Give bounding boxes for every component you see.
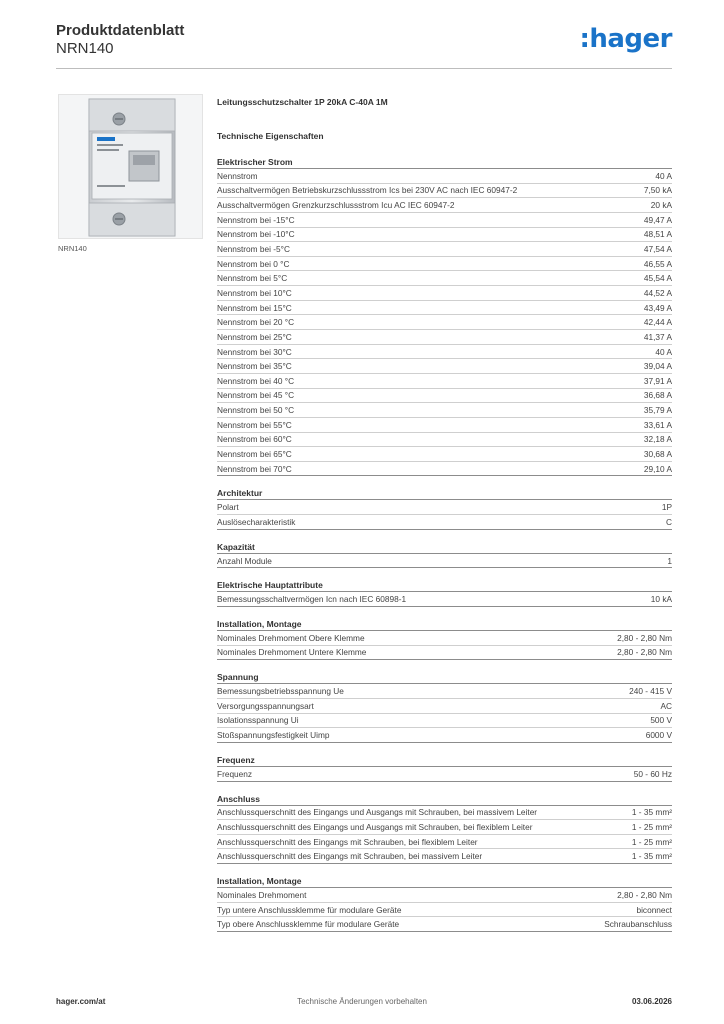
- spec-value: 6000 V: [645, 730, 672, 741]
- footer-disclaimer: Technische Änderungen vorbehalten: [297, 997, 427, 1006]
- spec-value: 45,54 A: [643, 273, 672, 284]
- spec-value: AC: [660, 700, 672, 711]
- spec-label: Bemessungsschaltvermögen Icn nach IEC 60898-1: [217, 594, 407, 605]
- section-title: Elektrische Hauptattribute: [217, 579, 672, 592]
- spec-row: [217, 433, 672, 448]
- spec-value: 46,55 A: [643, 258, 672, 269]
- spec-row: [217, 684, 672, 699]
- spec-label: Typ untere Anschlussklemme für modulare Geräte: [217, 904, 402, 915]
- spec-value: 49,47 A: [643, 214, 672, 225]
- product-description: Leitungsschutzschalter 1P 20kA C-40A 1M: [217, 97, 388, 107]
- footer-date: 03.06.2026: [631, 997, 672, 1006]
- product-image: [58, 94, 203, 239]
- spec-row: [217, 213, 672, 228]
- spec-label: Nennstrom bei 15°C: [217, 302, 292, 313]
- spec-label: Nominales Drehmoment: [217, 889, 307, 900]
- spec-value: 7,50 kA: [643, 185, 672, 196]
- spec-value: 2,80 - 2,80 Nm: [617, 632, 672, 643]
- image-caption: NRN140: [58, 244, 87, 253]
- spec-value: 35,79 A: [643, 405, 672, 416]
- spec-label: Frequenz: [217, 768, 253, 779]
- spec-row: [217, 903, 672, 918]
- spec-value: 1 - 35 mm²: [631, 851, 672, 862]
- spec-row: [217, 418, 672, 433]
- spec-row: [217, 447, 672, 462]
- spec-label: Anschlussquerschnitt des Eingangs mit Schrauben, bei flexiblem Leiter: [217, 836, 478, 847]
- spec-row: [217, 242, 672, 257]
- page-subtitle: NRN140: [56, 40, 114, 57]
- section-title: Frequenz: [217, 754, 672, 767]
- spec-row: [217, 462, 672, 477]
- spec-label: Nennstrom bei 55°C: [217, 419, 292, 430]
- spec-label: Typ obere Anschlussklemme für modulare Geräte: [217, 919, 400, 930]
- spec-label: Isolationsspannung Ui: [217, 715, 299, 726]
- spec-label: Nennstrom bei 40 °C: [217, 375, 295, 386]
- spec-row: [217, 767, 672, 782]
- spec-value: 43,49 A: [643, 302, 672, 313]
- spec-row: [217, 500, 672, 515]
- spec-value: 1 - 35 mm²: [631, 807, 672, 818]
- spec-value: 1: [667, 555, 672, 566]
- spec-value: 2,80 - 2,80 Nm: [617, 889, 672, 900]
- spec-section: [217, 541, 672, 569]
- spec-row: [217, 184, 672, 199]
- spec-section: [217, 671, 672, 743]
- spec-row: [217, 554, 672, 569]
- spec-label: Anschlussquerschnitt des Eingangs mit Schrauben, bei massivem Leiter: [217, 851, 483, 862]
- spec-label: Nominales Drehmoment Untere Klemme: [217, 647, 367, 658]
- spec-value: Schraubanschluss: [604, 919, 672, 930]
- spec-row: [217, 728, 672, 743]
- spec-value: 30,68 A: [643, 448, 672, 459]
- header-divider: [56, 68, 672, 69]
- spec-value: 40 A: [655, 170, 672, 181]
- section-title: Installation, Montage: [217, 618, 672, 631]
- spec-value: 2,80 - 2,80 Nm: [617, 647, 672, 658]
- spec-row: [217, 330, 672, 345]
- section-title: Spannung: [217, 671, 672, 684]
- spec-value: 29,10 A: [643, 463, 672, 474]
- spec-row: [217, 389, 672, 404]
- spec-value: biconnect: [636, 904, 672, 915]
- spec-label: Ausschaltvermögen Betriebskurzschlussstrom Ics bei 230V AC nach IEC 60947-2: [217, 185, 518, 196]
- spec-label: Nennstrom bei 60°C: [217, 434, 292, 445]
- spec-value: 1 - 25 mm²: [631, 821, 672, 832]
- spec-section: [217, 618, 672, 660]
- spec-label: Nennstrom bei 20 °C: [217, 317, 295, 328]
- spec-label: Bemessungsbetriebsspannung Ue: [217, 686, 344, 697]
- spec-value: 1P: [661, 502, 672, 513]
- spec-value: 39,04 A: [643, 361, 672, 372]
- spec-section: [217, 156, 672, 476]
- spec-row: [217, 198, 672, 213]
- spec-value: 37,91 A: [643, 375, 672, 386]
- spec-label: Nennstrom bei 30°C: [217, 346, 292, 357]
- spec-row: [217, 169, 672, 184]
- spec-section: [217, 793, 672, 865]
- spec-value: 20 kA: [650, 200, 672, 211]
- spec-label: Nennstrom bei -15°C: [217, 214, 295, 225]
- spec-row: [217, 271, 672, 286]
- spec-row: [217, 835, 672, 850]
- spec-label: Nennstrom bei 65°C: [217, 448, 292, 459]
- spec-value: C: [666, 516, 672, 527]
- spec-row: [217, 631, 672, 646]
- circuit-breaker-image: [59, 95, 204, 240]
- spec-value: 50 - 60 Hz: [633, 768, 672, 779]
- spec-label: Anschlussquerschnitt des Eingangs und Ausgangs mit Schrauben, bei flexiblem Leiter: [217, 821, 533, 832]
- spec-sections: [217, 156, 672, 932]
- spec-label: Nennstrom bei -10°C: [217, 229, 295, 240]
- spec-value: 33,61 A: [643, 419, 672, 430]
- spec-value: 40 A: [655, 346, 672, 357]
- spec-label: Ausschaltvermögen Grenzkurzschlussstrom Icu AC IEC 60947-2: [217, 200, 455, 211]
- spec-row: [217, 403, 672, 418]
- spec-row: [217, 315, 672, 330]
- spec-value: 42,44 A: [643, 317, 672, 328]
- spec-value: 500 V: [650, 715, 672, 726]
- section-title: Kapazität: [217, 541, 672, 554]
- section-title: Elektrischer Strom: [217, 156, 672, 169]
- spec-value: 44,52 A: [643, 287, 672, 298]
- spec-row: [217, 849, 672, 864]
- spec-label: Nennstrom bei 70°C: [217, 463, 292, 474]
- spec-row: [217, 228, 672, 243]
- spec-row: [217, 257, 672, 272]
- page-header: [56, 22, 672, 68]
- footer-website: hager.com/at: [56, 997, 106, 1006]
- spec-label: Nennstrom bei 35°C: [217, 361, 292, 372]
- spec-row: [217, 515, 672, 530]
- spec-value: 48,51 A: [643, 229, 672, 240]
- spec-label: Nennstrom bei 45 °C: [217, 390, 295, 401]
- content-area: [217, 96, 672, 932]
- spec-row: [217, 646, 672, 661]
- spec-section: [217, 487, 672, 529]
- spec-label: Nominales Drehmoment Obere Klemme: [217, 632, 365, 643]
- spec-label: Nennstrom bei -5°C: [217, 244, 290, 255]
- spec-label: Anschlussquerschnitt des Eingangs und Ausgangs mit Schrauben, bei massivem Leiter: [217, 807, 538, 818]
- spec-row: [217, 888, 672, 903]
- spec-row: [217, 345, 672, 360]
- spec-label: Auslösecharakteristik: [217, 516, 296, 527]
- spec-value: 10 kA: [650, 594, 672, 605]
- spec-label: Nennstrom bei 5°C: [217, 273, 288, 284]
- section-title: Anschluss: [217, 793, 672, 806]
- spec-section: [217, 754, 672, 782]
- spec-row: [217, 714, 672, 729]
- hager-logo: :hager: [579, 24, 672, 54]
- spec-label: Nennstrom: [217, 170, 258, 181]
- spec-value: 47,54 A: [643, 244, 672, 255]
- spec-label: Anzahl Module: [217, 555, 272, 566]
- spec-row: [217, 699, 672, 714]
- spec-row: [217, 286, 672, 301]
- spec-value: 36,68 A: [643, 390, 672, 401]
- spec-row: [217, 301, 672, 316]
- spec-row: [217, 359, 672, 374]
- spec-label: Nennstrom bei 25°C: [217, 331, 292, 342]
- spec-value: 41,37 A: [643, 331, 672, 342]
- spec-value: 240 - 415 V: [629, 686, 672, 697]
- spec-label: Polart: [217, 502, 239, 513]
- spec-section: [217, 875, 672, 932]
- page-title: Produktdatenblatt: [56, 22, 185, 39]
- section-title: Installation, Montage: [217, 875, 672, 888]
- spec-label: Nennstrom bei 10°C: [217, 287, 292, 298]
- spec-row: [217, 806, 672, 821]
- spec-row: [217, 592, 672, 607]
- spec-label: Versorgungsspannungsart: [217, 700, 314, 711]
- section-title: Architektur: [217, 487, 672, 500]
- spec-value: 1 - 25 mm²: [631, 836, 672, 847]
- spec-value: 32,18 A: [643, 434, 672, 445]
- spec-label: Nennstrom bei 0 °C: [217, 258, 290, 269]
- spec-label: Nennstrom bei 50 °C: [217, 405, 295, 416]
- spec-row: [217, 917, 672, 932]
- spec-label: Stoßspannungsfestigkeit Uimp: [217, 730, 330, 741]
- spec-section: [217, 579, 672, 607]
- spec-row: [217, 820, 672, 835]
- spec-row: [217, 374, 672, 389]
- tech-properties-title: Technische Eigenschaften: [217, 131, 324, 141]
